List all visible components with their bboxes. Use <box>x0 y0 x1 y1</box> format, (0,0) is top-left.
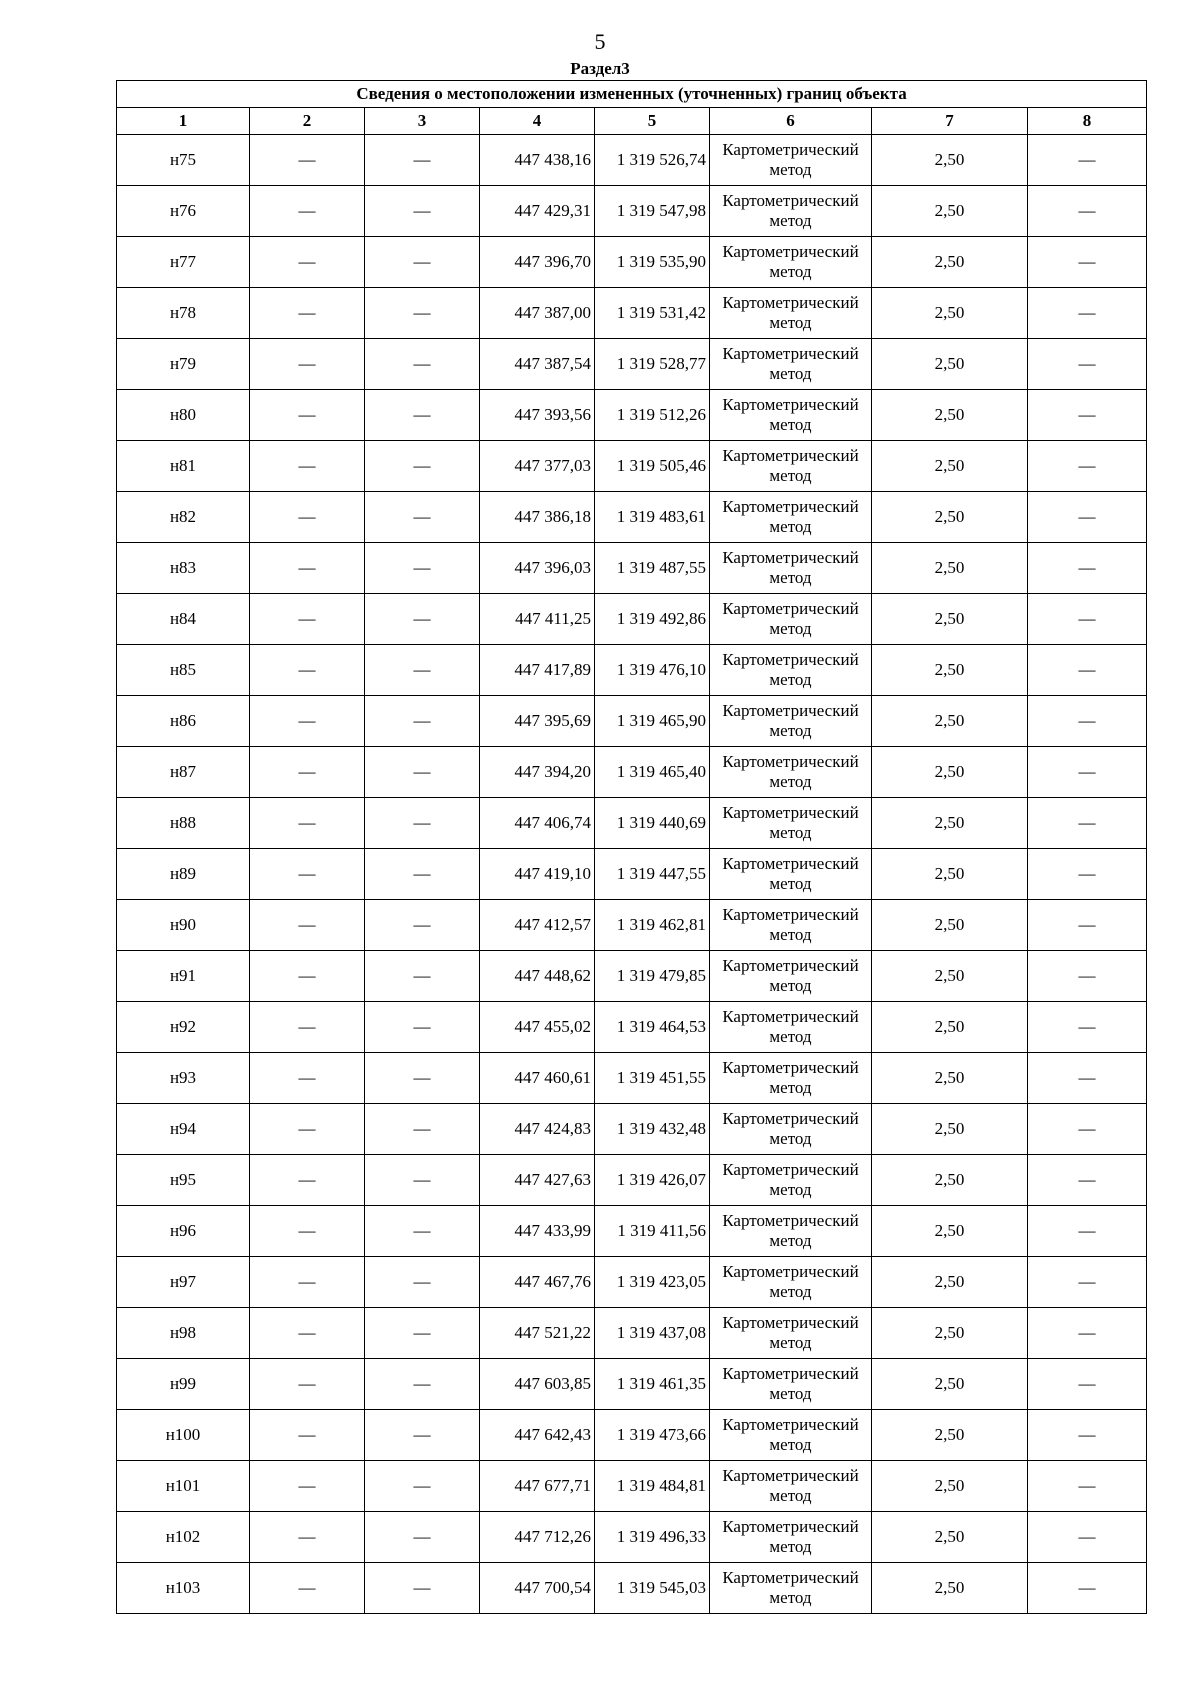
accuracy-cell: 2,50 <box>872 339 1028 390</box>
point-number-cell: н79 <box>117 339 250 390</box>
col3-cell: — <box>365 339 480 390</box>
x-coordinate-cell: 447 394,20 <box>480 747 595 798</box>
method-cell: Картометрический метод <box>710 594 872 645</box>
y-coordinate-cell: 1 319 451,55 <box>595 1053 710 1104</box>
x-coordinate-cell: 447 419,10 <box>480 849 595 900</box>
col8-cell: — <box>1028 951 1147 1002</box>
y-coordinate-cell: 1 319 479,85 <box>595 951 710 1002</box>
accuracy-cell: 2,50 <box>872 1104 1028 1155</box>
x-coordinate-cell: 447 448,62 <box>480 951 595 1002</box>
method-cell: Картометрический метод <box>710 1257 872 1308</box>
accuracy-cell: 2,50 <box>872 594 1028 645</box>
method-cell: Картометрический метод <box>710 390 872 441</box>
table-row <box>117 747 1147 798</box>
col8-cell: — <box>1028 1206 1147 1257</box>
accuracy-cell: 2,50 <box>872 798 1028 849</box>
y-coordinate-cell: 1 319 447,55 <box>595 849 710 900</box>
x-coordinate-cell: 447 433,99 <box>480 1206 595 1257</box>
point-number-cell: н92 <box>117 1002 250 1053</box>
col2-cell: — <box>250 1155 365 1206</box>
col2-cell: — <box>250 441 365 492</box>
y-coordinate-cell: 1 319 473,66 <box>595 1410 710 1461</box>
col3-cell: — <box>365 135 480 186</box>
col2-cell: — <box>250 135 365 186</box>
col8-cell: — <box>1028 1053 1147 1104</box>
table-row <box>117 1563 1147 1614</box>
accuracy-cell: 2,50 <box>872 1257 1028 1308</box>
col2-cell: — <box>250 849 365 900</box>
table-row <box>117 1002 1147 1053</box>
accuracy-cell: 2,50 <box>872 1512 1028 1563</box>
x-coordinate-cell: 447 460,61 <box>480 1053 595 1104</box>
method-cell: Картометрический метод <box>710 1410 872 1461</box>
method-cell: Картометрический метод <box>710 441 872 492</box>
col8-cell: — <box>1028 237 1147 288</box>
col2-cell: — <box>250 1563 365 1614</box>
col2-cell: — <box>250 1461 365 1512</box>
column-number: 2 <box>250 108 365 135</box>
table-row <box>117 390 1147 441</box>
accuracy-cell: 2,50 <box>872 1359 1028 1410</box>
col8-cell: — <box>1028 390 1147 441</box>
col8-cell: — <box>1028 1359 1147 1410</box>
point-number-cell: н90 <box>117 900 250 951</box>
x-coordinate-cell: 447 387,54 <box>480 339 595 390</box>
col3-cell: — <box>365 1308 480 1359</box>
col3-cell: — <box>365 186 480 237</box>
y-coordinate-cell: 1 319 465,90 <box>595 696 710 747</box>
y-coordinate-cell: 1 319 531,42 <box>595 288 710 339</box>
x-coordinate-cell: 447 386,18 <box>480 492 595 543</box>
x-coordinate-cell: 447 521,22 <box>480 1308 595 1359</box>
col3-cell: — <box>365 594 480 645</box>
col3-cell: — <box>365 696 480 747</box>
table-row <box>117 951 1147 1002</box>
y-coordinate-cell: 1 319 547,98 <box>595 186 710 237</box>
accuracy-cell: 2,50 <box>872 849 1028 900</box>
x-coordinate-cell: 447 438,16 <box>480 135 595 186</box>
method-cell: Картометрический метод <box>710 747 872 798</box>
point-number-cell: н87 <box>117 747 250 798</box>
point-number-cell: н95 <box>117 1155 250 1206</box>
table-row <box>117 237 1147 288</box>
col8-cell: — <box>1028 900 1147 951</box>
accuracy-cell: 2,50 <box>872 288 1028 339</box>
col2-cell: — <box>250 1257 365 1308</box>
accuracy-cell: 2,50 <box>872 747 1028 798</box>
accuracy-cell: 2,50 <box>872 237 1028 288</box>
col3-cell: — <box>365 798 480 849</box>
y-coordinate-cell: 1 319 464,53 <box>595 1002 710 1053</box>
x-coordinate-cell: 447 467,76 <box>480 1257 595 1308</box>
table-row <box>117 849 1147 900</box>
table-row <box>117 1104 1147 1155</box>
table-row <box>117 1257 1147 1308</box>
table-body <box>117 81 1147 1614</box>
accuracy-cell: 2,50 <box>872 492 1028 543</box>
table-row <box>117 900 1147 951</box>
method-cell: Картометрический метод <box>710 849 872 900</box>
method-cell: Картометрический метод <box>710 1002 872 1053</box>
point-number-cell: н97 <box>117 1257 250 1308</box>
table-row <box>117 543 1147 594</box>
accuracy-cell: 2,50 <box>872 1155 1028 1206</box>
boundary-coordinates-table <box>116 80 1147 1614</box>
table-caption-row <box>117 81 1147 108</box>
table-row <box>117 1512 1147 1563</box>
accuracy-cell: 2,50 <box>872 1461 1028 1512</box>
y-coordinate-cell: 1 319 526,74 <box>595 135 710 186</box>
x-coordinate-cell: 447 455,02 <box>480 1002 595 1053</box>
col3-cell: — <box>365 492 480 543</box>
accuracy-cell: 2,50 <box>872 951 1028 1002</box>
col3-cell: — <box>365 1461 480 1512</box>
col3-cell: — <box>365 1359 480 1410</box>
col2-cell: — <box>250 1053 365 1104</box>
col8-cell: — <box>1028 1104 1147 1155</box>
col2-cell: — <box>250 747 365 798</box>
x-coordinate-cell: 447 677,71 <box>480 1461 595 1512</box>
table-row <box>117 645 1147 696</box>
column-number: 6 <box>710 108 872 135</box>
y-coordinate-cell: 1 319 483,61 <box>595 492 710 543</box>
table-row <box>117 798 1147 849</box>
x-coordinate-cell: 447 424,83 <box>480 1104 595 1155</box>
point-number-cell: н83 <box>117 543 250 594</box>
col3-cell: — <box>365 1104 480 1155</box>
method-cell: Картометрический метод <box>710 696 872 747</box>
y-coordinate-cell: 1 319 492,86 <box>595 594 710 645</box>
table-row <box>117 1053 1147 1104</box>
col8-cell: — <box>1028 1155 1147 1206</box>
col8-cell: — <box>1028 135 1147 186</box>
method-cell: Картометрический метод <box>710 1308 872 1359</box>
point-number-cell: н81 <box>117 441 250 492</box>
col3-cell: — <box>365 1053 480 1104</box>
column-number: 4 <box>480 108 595 135</box>
col8-cell: — <box>1028 339 1147 390</box>
y-coordinate-cell: 1 319 461,35 <box>595 1359 710 1410</box>
col2-cell: — <box>250 1002 365 1053</box>
col2-cell: — <box>250 339 365 390</box>
table-row <box>117 492 1147 543</box>
col3-cell: — <box>365 1155 480 1206</box>
point-number-cell: н96 <box>117 1206 250 1257</box>
col8-cell: — <box>1028 1002 1147 1053</box>
table-row <box>117 288 1147 339</box>
method-cell: Картометрический метод <box>710 951 872 1002</box>
col3-cell: — <box>365 1410 480 1461</box>
accuracy-cell: 2,50 <box>872 1410 1028 1461</box>
table-row <box>117 441 1147 492</box>
col8-cell: — <box>1028 696 1147 747</box>
col8-cell: — <box>1028 1512 1147 1563</box>
x-coordinate-cell: 447 429,31 <box>480 186 595 237</box>
column-number: 8 <box>1028 108 1147 135</box>
accuracy-cell: 2,50 <box>872 390 1028 441</box>
col8-cell: — <box>1028 594 1147 645</box>
col3-cell: — <box>365 951 480 1002</box>
section-title: Раздел3 <box>570 59 630 78</box>
table-row <box>117 1155 1147 1206</box>
method-cell: Картометрический метод <box>710 1563 872 1614</box>
point-number-cell: н75 <box>117 135 250 186</box>
col2-cell: — <box>250 1206 365 1257</box>
accuracy-cell: 2,50 <box>872 543 1028 594</box>
accuracy-cell: 2,50 <box>872 441 1028 492</box>
y-coordinate-cell: 1 319 545,03 <box>595 1563 710 1614</box>
method-cell: Картометрический метод <box>710 1155 872 1206</box>
method-cell: Картометрический метод <box>710 135 872 186</box>
method-cell: Картометрический метод <box>710 288 872 339</box>
y-coordinate-cell: 1 319 476,10 <box>595 645 710 696</box>
x-coordinate-cell: 447 406,74 <box>480 798 595 849</box>
table-row <box>117 186 1147 237</box>
method-cell: Картометрический метод <box>710 1512 872 1563</box>
col8-cell: — <box>1028 645 1147 696</box>
method-cell: Картометрический метод <box>710 492 872 543</box>
point-number-cell: н99 <box>117 1359 250 1410</box>
col2-cell: — <box>250 900 365 951</box>
y-coordinate-cell: 1 319 423,05 <box>595 1257 710 1308</box>
method-cell: Картометрический метод <box>710 339 872 390</box>
x-coordinate-cell: 447 427,63 <box>480 1155 595 1206</box>
y-coordinate-cell: 1 319 462,81 <box>595 900 710 951</box>
point-number-cell: н82 <box>117 492 250 543</box>
col8-cell: — <box>1028 441 1147 492</box>
col3-cell: — <box>365 645 480 696</box>
table-row <box>117 339 1147 390</box>
col2-cell: — <box>250 951 365 1002</box>
y-coordinate-cell: 1 319 487,55 <box>595 543 710 594</box>
col3-cell: — <box>365 1002 480 1053</box>
col2-cell: — <box>250 1104 365 1155</box>
x-coordinate-cell: 447 411,25 <box>480 594 595 645</box>
y-coordinate-cell: 1 319 512,26 <box>595 390 710 441</box>
column-number: 3 <box>365 108 480 135</box>
col8-cell: — <box>1028 543 1147 594</box>
col2-cell: — <box>250 237 365 288</box>
page-number: 5 <box>594 29 606 54</box>
point-number-cell: н101 <box>117 1461 250 1512</box>
column-numbers-row <box>117 108 1147 135</box>
y-coordinate-cell: 1 319 496,33 <box>595 1512 710 1563</box>
point-number-cell: н94 <box>117 1104 250 1155</box>
x-coordinate-cell: 447 700,54 <box>480 1563 595 1614</box>
table-caption: Сведения о местоположении измененных (уточненных) границ объекта <box>117 81 1147 108</box>
col8-cell: — <box>1028 1563 1147 1614</box>
method-cell: Картометрический метод <box>710 186 872 237</box>
column-number: 5 <box>595 108 710 135</box>
method-cell: Картометрический метод <box>710 798 872 849</box>
col8-cell: — <box>1028 1257 1147 1308</box>
col3-cell: — <box>365 237 480 288</box>
col8-cell: — <box>1028 1308 1147 1359</box>
point-number-cell: н103 <box>117 1563 250 1614</box>
col3-cell: — <box>365 390 480 441</box>
col8-cell: — <box>1028 492 1147 543</box>
point-number-cell: н98 <box>117 1308 250 1359</box>
method-cell: Картометрический метод <box>710 1053 872 1104</box>
x-coordinate-cell: 447 412,57 <box>480 900 595 951</box>
col2-cell: — <box>250 1359 365 1410</box>
x-coordinate-cell: 447 417,89 <box>480 645 595 696</box>
x-coordinate-cell: 447 396,03 <box>480 543 595 594</box>
x-coordinate-cell: 447 395,69 <box>480 696 595 747</box>
col2-cell: — <box>250 645 365 696</box>
table-row <box>117 1461 1147 1512</box>
point-number-cell: н80 <box>117 390 250 441</box>
method-cell: Картометрический метод <box>710 1206 872 1257</box>
column-number: 1 <box>117 108 250 135</box>
point-number-cell: н84 <box>117 594 250 645</box>
point-number-cell: н102 <box>117 1512 250 1563</box>
x-coordinate-cell: 447 396,70 <box>480 237 595 288</box>
accuracy-cell: 2,50 <box>872 1308 1028 1359</box>
col3-cell: — <box>365 543 480 594</box>
y-coordinate-cell: 1 319 505,46 <box>595 441 710 492</box>
col8-cell: — <box>1028 849 1147 900</box>
col2-cell: — <box>250 543 365 594</box>
accuracy-cell: 2,50 <box>872 135 1028 186</box>
y-coordinate-cell: 1 319 437,08 <box>595 1308 710 1359</box>
y-coordinate-cell: 1 319 426,07 <box>595 1155 710 1206</box>
method-cell: Картометрический метод <box>710 900 872 951</box>
x-coordinate-cell: 447 393,56 <box>480 390 595 441</box>
col2-cell: — <box>250 594 365 645</box>
col3-cell: — <box>365 849 480 900</box>
point-number-cell: н89 <box>117 849 250 900</box>
x-coordinate-cell: 447 712,26 <box>480 1512 595 1563</box>
col3-cell: — <box>365 1512 480 1563</box>
col2-cell: — <box>250 1410 365 1461</box>
col8-cell: — <box>1028 1461 1147 1512</box>
point-number-cell: н77 <box>117 237 250 288</box>
point-number-cell: н88 <box>117 798 250 849</box>
accuracy-cell: 2,50 <box>872 645 1028 696</box>
point-number-cell: н78 <box>117 288 250 339</box>
col8-cell: — <box>1028 288 1147 339</box>
table-row <box>117 1359 1147 1410</box>
col8-cell: — <box>1028 747 1147 798</box>
col3-cell: — <box>365 1563 480 1614</box>
accuracy-cell: 2,50 <box>872 900 1028 951</box>
y-coordinate-cell: 1 319 411,56 <box>595 1206 710 1257</box>
x-coordinate-cell: 447 642,43 <box>480 1410 595 1461</box>
point-number-cell: н93 <box>117 1053 250 1104</box>
x-coordinate-cell: 447 387,00 <box>480 288 595 339</box>
column-number: 7 <box>872 108 1028 135</box>
accuracy-cell: 2,50 <box>872 1002 1028 1053</box>
col3-cell: — <box>365 288 480 339</box>
accuracy-cell: 2,50 <box>872 696 1028 747</box>
x-coordinate-cell: 447 603,85 <box>480 1359 595 1410</box>
point-number-cell: н85 <box>117 645 250 696</box>
col2-cell: — <box>250 288 365 339</box>
method-cell: Картометрический метод <box>710 237 872 288</box>
accuracy-cell: 2,50 <box>872 1563 1028 1614</box>
method-cell: Картометрический метод <box>710 1461 872 1512</box>
y-coordinate-cell: 1 319 484,81 <box>595 1461 710 1512</box>
y-coordinate-cell: 1 319 432,48 <box>595 1104 710 1155</box>
col3-cell: — <box>365 441 480 492</box>
point-number-cell: н86 <box>117 696 250 747</box>
table-row <box>117 1410 1147 1461</box>
y-coordinate-cell: 1 319 465,40 <box>595 747 710 798</box>
accuracy-cell: 2,50 <box>872 186 1028 237</box>
col2-cell: — <box>250 1308 365 1359</box>
x-coordinate-cell: 447 377,03 <box>480 441 595 492</box>
table-row <box>117 594 1147 645</box>
point-number-cell: н100 <box>117 1410 250 1461</box>
col8-cell: — <box>1028 798 1147 849</box>
table-row <box>117 135 1147 186</box>
col3-cell: — <box>365 1206 480 1257</box>
col2-cell: — <box>250 696 365 747</box>
y-coordinate-cell: 1 319 528,77 <box>595 339 710 390</box>
method-cell: Картометрический метод <box>710 645 872 696</box>
col8-cell: — <box>1028 186 1147 237</box>
col8-cell: — <box>1028 1410 1147 1461</box>
table-row <box>117 1206 1147 1257</box>
accuracy-cell: 2,50 <box>872 1053 1028 1104</box>
method-cell: Картометрический метод <box>710 1104 872 1155</box>
col2-cell: — <box>250 390 365 441</box>
table-row <box>117 1308 1147 1359</box>
table-row <box>117 696 1147 747</box>
point-number-cell: н76 <box>117 186 250 237</box>
y-coordinate-cell: 1 319 440,69 <box>595 798 710 849</box>
col2-cell: — <box>250 1512 365 1563</box>
col2-cell: — <box>250 492 365 543</box>
col3-cell: — <box>365 747 480 798</box>
accuracy-cell: 2,50 <box>872 1206 1028 1257</box>
col2-cell: — <box>250 186 365 237</box>
col2-cell: — <box>250 798 365 849</box>
col3-cell: — <box>365 900 480 951</box>
col3-cell: — <box>365 1257 480 1308</box>
point-number-cell: н91 <box>117 951 250 1002</box>
y-coordinate-cell: 1 319 535,90 <box>595 237 710 288</box>
method-cell: Картометрический метод <box>710 543 872 594</box>
method-cell: Картометрический метод <box>710 1359 872 1410</box>
